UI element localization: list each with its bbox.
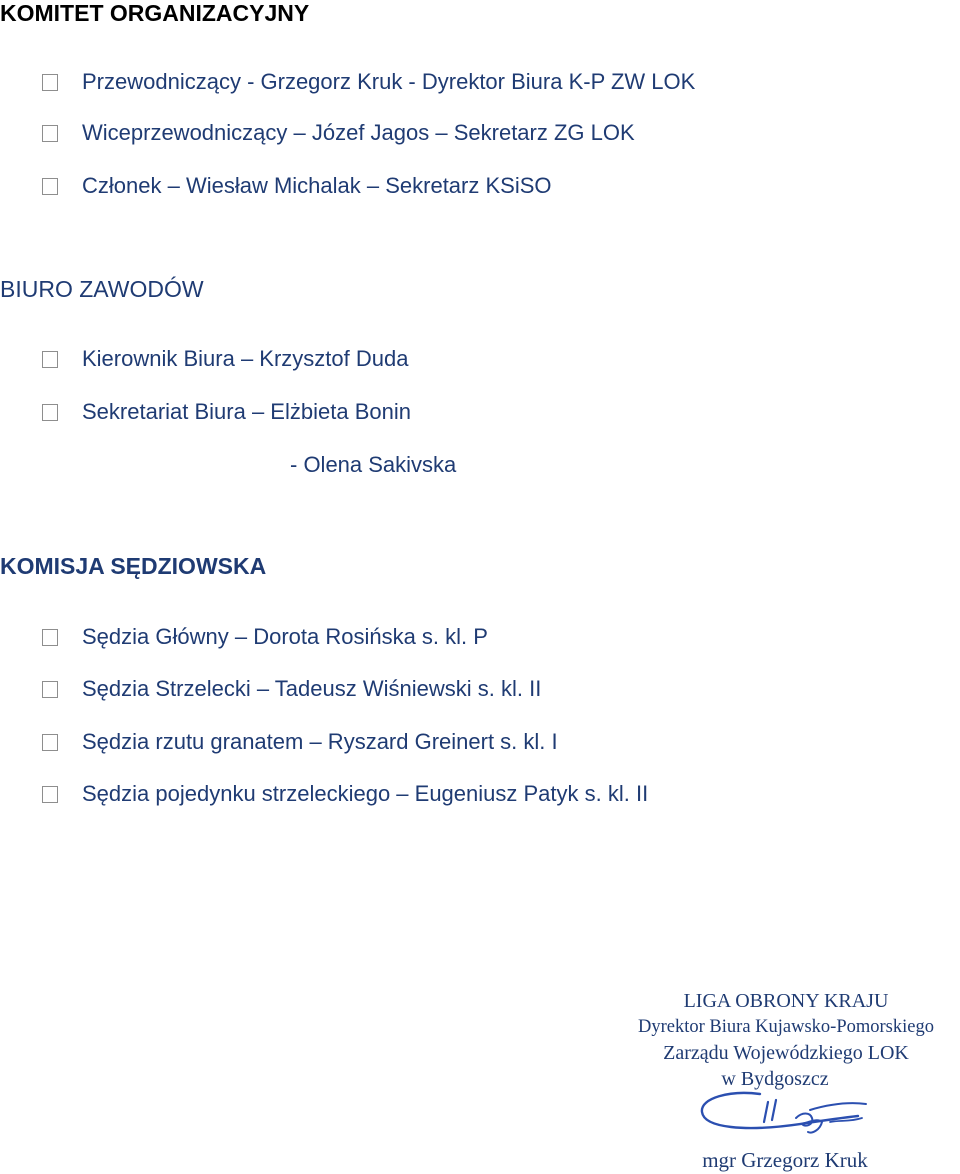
stamp-org-name: LIGA OBRONY KRAJU [683, 990, 889, 1012]
list-item [42, 343, 408, 375]
list-item-text: Sędzia Główny – Dorota Rosińska s. kl. P [82, 624, 488, 649]
list-item-text: Przewodniczący - Grzegorz Kruk - Dyrektor Biura K-P ZW LOK [82, 69, 696, 94]
list-item-text: Sekretariat Biura – Elżbieta Bonin [82, 399, 411, 424]
list-item-text: Sędzia Strzelecki – Tadeusz Wiśniewski s. kl. II [82, 676, 542, 701]
list-item [42, 396, 411, 428]
signature-stamp [612, 988, 960, 1092]
checkbox-square-icon [42, 125, 58, 142]
list-item [42, 117, 635, 149]
list-item-text: Sędzia rzutu granatem – Ryszard Greinert s. kl. I [82, 729, 558, 754]
checkbox-square-icon [42, 734, 58, 751]
list-item-text: Sędzia pojedynku strzeleckiego – Eugeniusz Patyk s. kl. II [82, 781, 649, 806]
list-item-text: Wiceprzewodniczący – Józef Jagos – Sekretarz ZG LOK [82, 120, 635, 145]
checkbox-square-icon [42, 351, 58, 368]
list-item [42, 726, 558, 758]
list-item-text: Członek – Wiesław Michalak – Sekretarz KSiSO [82, 173, 552, 198]
checkbox-square-icon [42, 404, 58, 421]
handwritten-signature [690, 1088, 880, 1146]
list-item [42, 673, 541, 705]
stamp-line-1: Dyrektor Biura Kujawsko-Pomorskiego [638, 1017, 934, 1037]
checkbox-square-icon [42, 629, 58, 646]
checkbox-square-icon [42, 681, 58, 698]
list-item [42, 170, 552, 202]
signer-name: mgr Grzegorz Kruk [702, 1148, 868, 1172]
checkbox-square-icon [42, 178, 58, 195]
judges-heading: KOMISJA SĘDZIOWSKA [0, 553, 267, 579]
committee-heading: KOMITET ORGANIZACYJNY [0, 0, 310, 26]
checkbox-square-icon [42, 74, 58, 91]
list-item [42, 778, 648, 810]
list-item-text: Kierownik Biura – Krzysztof Duda [82, 346, 409, 371]
list-item [42, 66, 695, 98]
stamp-line-2: Zarządu Wojewódzkiego LOK [663, 1042, 909, 1064]
list-item [42, 621, 488, 653]
stamp-line-3: w Bydgoszcz [721, 1068, 829, 1090]
list-item-continuation: - Olena Sakivska [290, 452, 457, 477]
checkbox-square-icon [42, 786, 58, 803]
office-heading: BIURO ZAWODÓW [0, 276, 204, 302]
